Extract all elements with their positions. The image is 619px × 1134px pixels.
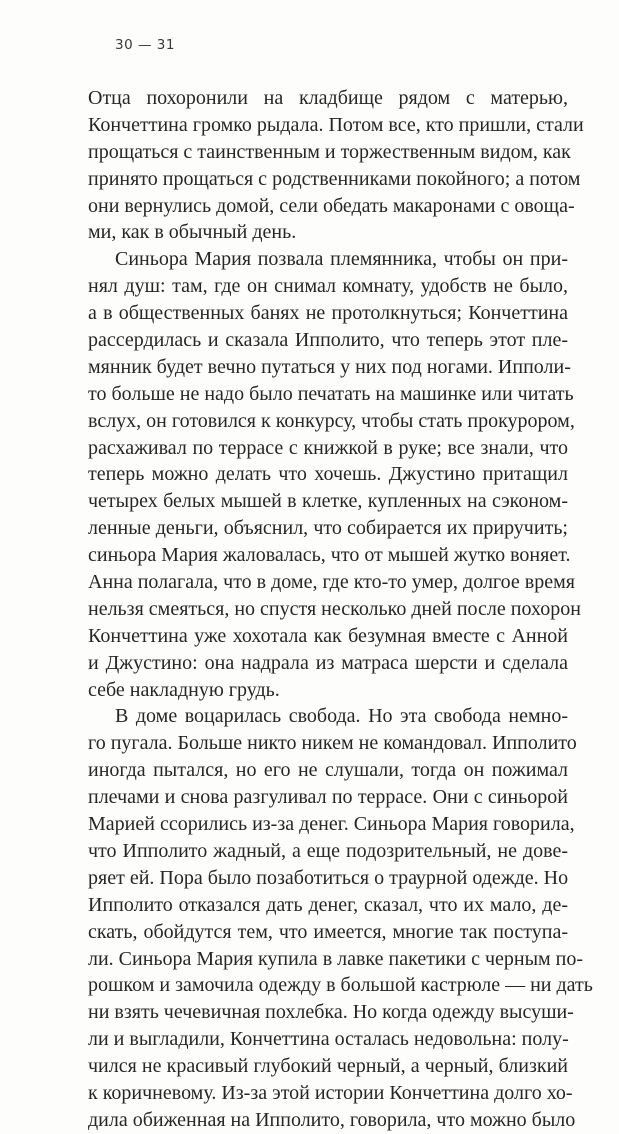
text-line: Синьора Мария позвала племянника, чтобы он при- <box>115 248 568 271</box>
paragraph <box>88 246 581 703</box>
paragraph <box>88 703 593 1133</box>
text-line: рошком и замочила одежду в большой кастрюле — ни дать <box>88 974 593 997</box>
page-number: 30 — 31 <box>115 37 175 53</box>
text-line: дила обиженная на Ипполито, говорила, что можно было <box>88 1108 576 1131</box>
text-line: ленные деньги, объяснил, что собирается их приручить; <box>88 517 568 540</box>
text-line: Отца похоронили на кладбище рядом с матерью, <box>88 87 568 109</box>
text-line: что Ипполито жадный, а еще подозрительный, не дове- <box>88 839 568 862</box>
paragraph <box>88 85 584 246</box>
text-line: синьора Мария жаловалась, что от мышей жутко воняет. <box>88 544 571 567</box>
text-line: нял душ: там, где он снимал комнату, удобств не было, <box>88 275 568 298</box>
text-line: себе накладную грудь. <box>88 678 280 701</box>
text-line: Ипполито отказался дать денег, сказал, что их мало, де- <box>88 893 568 916</box>
text-line: скать, обойдутся тем, что имеется, многие так поступа- <box>88 920 568 943</box>
text-line: ми, как в обычный день. <box>88 221 297 244</box>
text-line: ли. Синьора Мария купила в лавке пакетики с черным по- <box>88 947 584 970</box>
text-line: прощаться с таинственным и торжественным видом, как <box>88 140 571 163</box>
text-line: го пугала. Больше никто никем не командовал. Ипполито <box>88 732 577 755</box>
text-line: вслух, он готовился к конкурсу, чтобы стать прокурором, <box>88 409 575 432</box>
text-line: рассердилась и сказала Ипполито, что теперь этот пле- <box>88 329 568 352</box>
text-line: В доме воцарилась свобода. Но эта свобода немно- <box>115 705 568 728</box>
text-line: Марией ссорились из-за денег. Синьора Мария говорила, <box>88 813 575 836</box>
text-line: принято прощаться с родственниками покойного; а потом <box>88 167 581 190</box>
text-line: четырех белых мышей в клетке, купленных на сэконом- <box>88 490 568 513</box>
text-line: и Джустино: она надрала из матраса шерсти и сделала <box>88 651 568 674</box>
text-line: то больше не надо было печатать на машинке или читать <box>88 382 574 405</box>
text-line: Анна полагала, что в доме, где кто-то умер, долгое время <box>88 571 575 594</box>
text-line: иногда пытался, но его не слушали, тогда он пожимал <box>88 759 568 782</box>
text-line: они вернулись домой, сели обедать макаронами с овоща- <box>88 194 575 217</box>
text-line: к коричневому. Из-за этой истории Кончеттина долго хо- <box>88 1081 573 1104</box>
text-line: расхаживал по террасе с книжкой в руке; все знали, что <box>88 436 568 459</box>
text-line: теперь можно делать что хочешь. Джустино притащил <box>88 463 568 486</box>
body-text <box>88 85 593 1134</box>
text-line: чился не красивый глубокий черный, а черный, близкий <box>88 1055 568 1078</box>
text-line: мянник будет вечно путаться у них под ногами. Ипполи- <box>88 355 571 378</box>
text-line: плечами и снова разгуливал по террасе. Они с синьорой <box>88 786 568 809</box>
text-line: ряет ей. Пора было позаботиться о траурной одежде. Но <box>88 866 569 889</box>
text-line: а в общественных банях не протолкнуться; Кончеттина <box>88 302 568 325</box>
text-line: нельзя смеяться, но спустя несколько дней после похорон <box>88 597 581 620</box>
text-line: ни взять чечевичная похлебка. Но когда одежду высуши- <box>88 1001 574 1024</box>
text-line: Кончеттина громко рыдала. Потом все, кто пришли, стали <box>88 113 584 136</box>
text-line: Кончеттина уже хохотала как безумная вместе с Анной <box>88 624 568 647</box>
text-line: ли и выгладили, Кончеттина осталась недовольна: полу- <box>88 1028 569 1051</box>
